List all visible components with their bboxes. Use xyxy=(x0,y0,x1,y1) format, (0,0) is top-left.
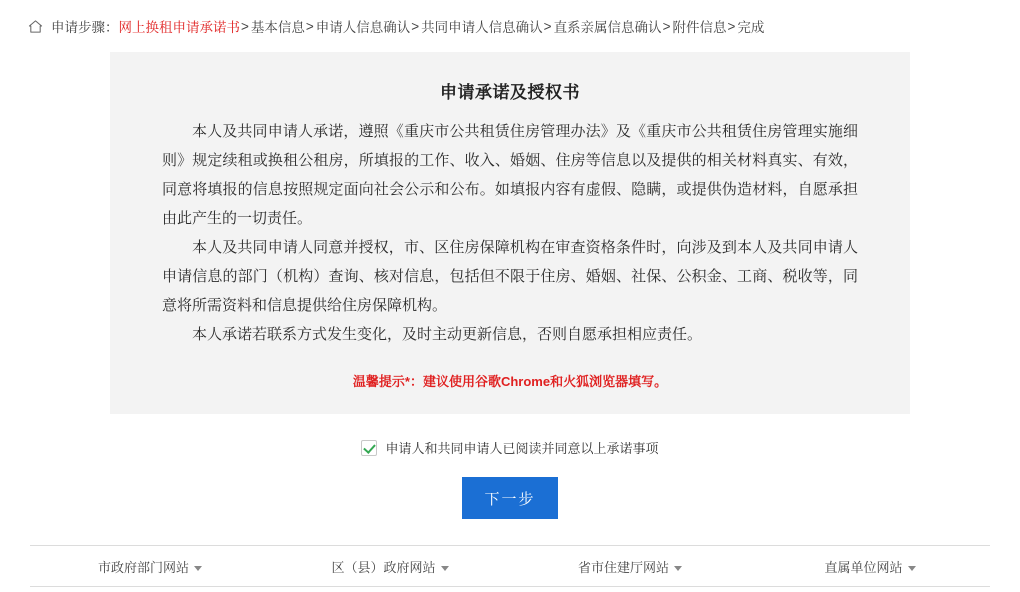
breadcrumb-separator-1: > xyxy=(305,18,314,34)
home-icon xyxy=(28,19,43,34)
next-step-button[interactable]: 下一步 xyxy=(462,477,558,519)
footer-link-district-gov-label: 区（县）政府网站 xyxy=(331,559,436,575)
breadcrumb-step-co-applicant-confirm[interactable]: 共同申请人信息确认 xyxy=(421,20,543,35)
agreement-row xyxy=(0,438,1020,457)
breadcrumb-separator-4: > xyxy=(662,18,671,34)
chevron-down-icon xyxy=(674,566,682,571)
action-bar xyxy=(0,477,1020,519)
breadcrumb-separator-2: > xyxy=(411,18,420,34)
breadcrumb-current-step: 网上换租申请承诺书 xyxy=(118,20,240,35)
breadcrumb-separator-3: > xyxy=(543,18,552,34)
footer-link-housing-dept-label: 省市住建厅网站 xyxy=(577,559,669,575)
breadcrumb-label: 申请步骤： xyxy=(51,20,119,35)
breadcrumb-separator-5: > xyxy=(727,18,736,34)
chevron-down-icon xyxy=(441,566,449,571)
breadcrumb-step-applicant-confirm[interactable]: 申请人信息确认 xyxy=(315,20,411,35)
breadcrumb-step-basic-info[interactable]: 基本信息 xyxy=(250,20,305,35)
breadcrumb-step-attachments[interactable]: 附件信息 xyxy=(672,20,727,35)
browser-tip: 温馨提示*：建议使用谷歌Chrome和火狐浏览器填写。 xyxy=(352,374,668,389)
breadcrumb-separator-0: > xyxy=(241,18,249,34)
agreement-label: 申请人和共同申请人已阅读并同意以上承诺事项 xyxy=(385,441,659,456)
commitment-paragraph-1: 本人及共同申请人承诺，遵照《重庆市公共租赁住房管理办法》及《重庆市公共租赁住房管理实施细则》规定续租或换租公租房，所填报的工作、收入、婚姻、住房等信息以及提供的相关材料真实、有效，同意将填报的信息按照规定面向社会公示和公布。如填报内容有虚假、隐瞒，或提供伪造材料，自愿承担由此产生的一切责任。 xyxy=(162,123,858,227)
breadcrumb-step-complete[interactable]: 完成 xyxy=(737,20,765,35)
footer-link-housing-dept[interactable] xyxy=(510,557,750,576)
commitment-paragraph-3: 本人承诺若联系方式发生变化，及时主动更新信息，否则自愿承担相应责任。 xyxy=(192,326,703,343)
breadcrumb-step-relatives-confirm[interactable]: 直系亲属信息确认 xyxy=(553,20,662,35)
breadcrumb xyxy=(0,0,1020,36)
commitment-panel xyxy=(110,52,910,414)
footer-link-direct-units-label: 直属单位网站 xyxy=(824,559,903,575)
agreement-checkbox[interactable] xyxy=(361,440,377,456)
footer-link-city-gov[interactable] xyxy=(30,557,270,576)
footer-link-district-gov[interactable] xyxy=(270,557,510,576)
chevron-down-icon xyxy=(908,566,916,571)
chevron-down-icon xyxy=(194,566,202,571)
page-title: 申请承诺及授权书 xyxy=(440,83,580,102)
footer-links xyxy=(30,545,990,587)
footer-link-city-gov-label: 市政府部门网站 xyxy=(97,559,189,575)
footer-link-direct-units[interactable] xyxy=(750,557,990,576)
commitment-paragraph-2: 本人及共同申请人同意并授权，市、区住房保障机构在审查资格条件时，向涉及到本人及共同申请人申请信息的部门（机构）查询、核对信息，包括但不限于住房、婚姻、社保、公积金、工商、税收等，同意将所需资料和信息提供给住房保障机构。 xyxy=(162,239,858,314)
